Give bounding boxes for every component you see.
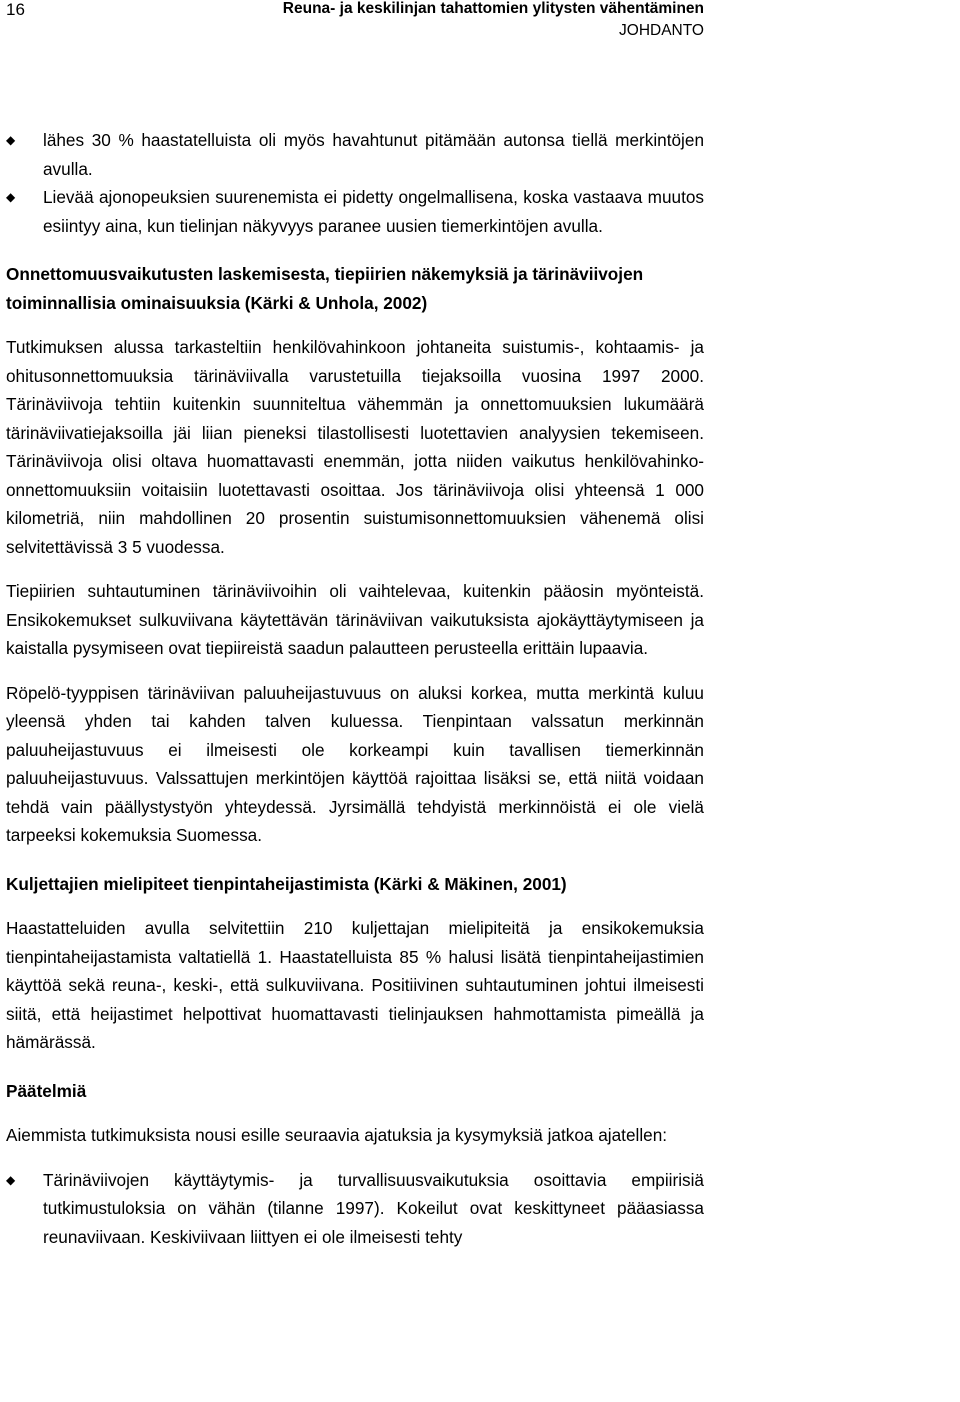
paragraph: Aiemmista tutkimuksista nousi esille seuraavia ajatuksia ja kysymyksiä jatkoa ajatellen: <box>6 1125 668 1145</box>
list-item-text: lähes 30 % haastatelluista oli myös havahtunut pitämään autonsa tiellä merkintöjen avulla. <box>43 130 704 179</box>
list-item <box>6 183 704 240</box>
paragraph: Röpelö-tyyppisen tärinäviivan paluuheijastuvuus on aluksi korkea, mutta merkintä kuluu yleensä yhden tai kahden talven kuluessa. Tienpintaan valssatun merkinnän paluuheijastuvuus ei ilmeisesti ole korkeampi kuin tavallisen tiemerkinnän paluuheijastuvuus. Valssattujen merkintöjen käyttöä rajoittaa lisäksi se, että niitä voidaan tehdä vain päällystystyön yhteydessä. Jyrsimällä tehdyistä merkinnöistä ei ole vielä tarpeeksi kokemuksia Suomessa. <box>6 682 704 845</box>
section-heading-kuljettajien-mielipiteet: Kuljettajien mielipiteet tienpintaheijastimista (Kärki & Mäkinen, 2001) <box>6 873 567 894</box>
diamond-bullet-icon: ◆ <box>6 190 16 204</box>
top-bullet-list <box>6 126 704 240</box>
section-heading-onnettomuusvaikutukset: Onnettomuusvaikutusten laskemisesta, tiepiirien näkemyksiä ja tärinäviivojen toiminnallisia ominaisuuksia (Kärki & Unhola, 2002) <box>6 264 644 313</box>
running-header-title: Reuna- ja keskilinjan tahattomien ylitysten vähentäminen <box>282 0 704 17</box>
list-item <box>6 126 704 183</box>
running-header-section: JOHDANTO <box>619 22 704 39</box>
section-heading-paatelmia: Päätelmiä <box>6 1080 87 1101</box>
list-item-text: Tärinäviivojen käyttäytymis- ja turvallisuusvaikutuksia osoittavia empiirisiä tutkimustuloksia on vähän (tilanne 1997). Kokeilut ovat keskittyneet pääasiassa reunaviivaan. Keskiviivaan liittyen ei ole ilmeisesti tehty <box>43 1169 704 1247</box>
paragraph: Haastatteluiden avulla selvitettiin 210 kuljettajan mielipiteitä ja ensikokemuksia tienpintaheijastamista valtatiellä 1. Haastatelluista 85 % halusi lisätä tienpintaheijastimien käyttöä sekä reuna-, keski-, että sulkuviivana. Positiivinen suhtautuminen johtui ilmeisesti siitä, että heijastimet helpottivat huomattavasti tielinjauksen hahmottamista pimeällä ja hämärässä. <box>6 918 704 1052</box>
page-number: 16 <box>6 0 25 19</box>
diamond-bullet-icon: ◆ <box>6 1172 16 1187</box>
diamond-bullet-icon: ◆ <box>6 133 16 147</box>
list-item-text: Lievää ajonopeuksien suurenemista ei pidetty ongelmallisena, koska vastaava muutos esiintyy aina, kun tielinjan näkyvyys paranee uusien tiemerkintöjen avulla. <box>43 187 704 236</box>
list-item <box>6 1166 704 1252</box>
paragraph: Tutkimuksen alussa tarkasteltiin henkilövahinkoon johtaneita suistumis-, kohtaamis- ja ohitusonnettomuuksia tärinäviivalla varustetuilla tiejaksoilla vuosina 1997 2000. Tärinäviivoja tehtiin kuitenkin suunniteltua vähemmän ja onnettomuuksien lukumäärä tärinäviivatiejaksoilla jäi liian pieneksi tilastollisesti luotettavien analyysien tekemiseen. Tärinäviivoja olisi oltava huomattavasti enemmän, jotta niiden vaikutus henkilövahinko-onnettomuuksiin voitaisiin luotettavasti osoittaa. Jos tärinäviivoja olisi yhteensä 1 000 kilometriä, niin mahdollinen 20 prosentin suistumisonnettomuuksien vähenemä olisi selvitettävissä 3 5 vuodessa. <box>6 337 704 557</box>
paragraph: Tiepiirien suhtautuminen tärinäviivoihin oli vaihtelevaa, kuitenkin pääosin myönteistä. Ensikokemukset sulkuviivana käytettävän tärinäviivan vaikutuksista ajokäyttäytymiseen ja kaistalla pysymiseen ovat tiepiireistä saadun palautteen perusteella erittäin lupaavia. <box>6 581 704 658</box>
conclusion-bullet-list <box>6 1166 704 1252</box>
page-body <box>6 126 704 1251</box>
